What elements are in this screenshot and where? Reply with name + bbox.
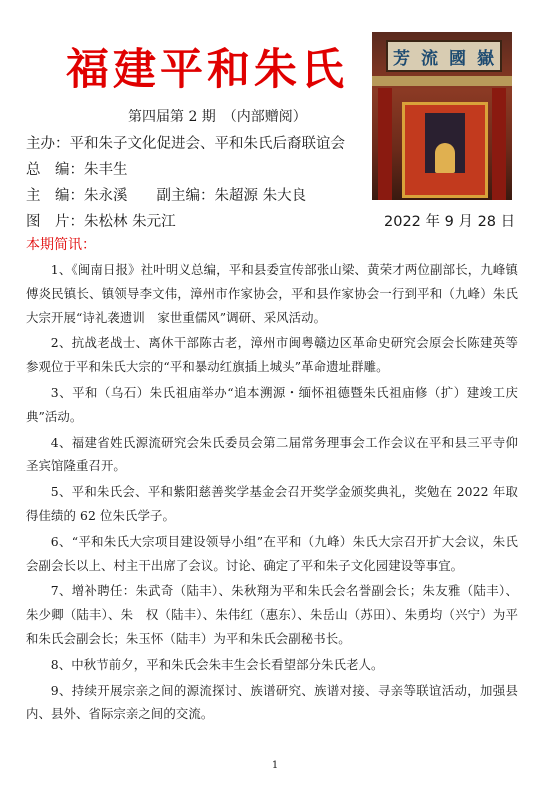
plaque-char: 嶽 [477,48,495,69]
shrine [402,102,488,198]
page-number: 1 [271,760,279,771]
newsletter-title: 福建平和朱氏 [66,45,348,95]
news-item: 4、福建省姓氏源流研究会朱氏委员会第二届常务理事会工作会议在平和县三平寺仰圣宾馆隆重召开。 [26,434,518,474]
publish-date: 2022 年 9 月 28 日 [384,214,516,230]
sponsor-line: 主办：平和朱子文化促进会、平和朱氏后裔联谊会 [26,136,345,152]
issue-info: 第四届第 2 期 （内部赠阅） [128,109,307,125]
plaque-char: 芳 [393,48,411,69]
plaque-char: 國 [449,48,467,69]
news-item: 7、增补聘任：朱武奇（陆丰）、朱秋翔为平和朱氏会名誉副会长；朱友雅（陆丰）、朱少卿（陆丰）、朱 权（陆丰）、朱伟红（惠东）、朱岳山（苏田）、朱勇均（兴宁）为平和朱氏会副会长；朱玉怀（陆丰）为平和朱氏会副秘书长。 [26,583,518,646]
editor-line: 主 编：朱永溪 副主编：朱超源 朱大良 [26,188,307,204]
news-item: 5、平和朱氏会、平和紫阳慈善奖学基金会召开奖学金颁奖典礼，奖勉在 2022 年取得佳绩的 62 位朱氏学子。 [26,484,518,523]
chief-editor-line: 总 编：朱丰生 [26,162,128,178]
ancestral-hall-photo [372,32,512,200]
hall-plaque [386,40,502,72]
news-item: 6、“平和朱氏大宗项目建设领导小组”在平和（九峰）朱氏大宗召开扩大会议，朱氏会副会长以上、村主干出席了会议。讨论、确定了平和朱子文化园建设等事宜。 [26,533,518,573]
news-item: 9、持续开展宗亲之间的源流探讨、族谱研究、族谱对接、寻亲等联谊活动，加强县内、县外、省际宗亲之间的交流。 [26,682,518,722]
section-heading: 本期简讯： [26,237,96,253]
news-item: 3、平和（乌石）朱氏祖庙举办“追本溯源・缅怀祖德暨朱氏祖庙修（扩）建竣工庆典”活动。 [26,384,518,424]
news-item: 1、《闽南日报》社叶明义总编，平和县委宣传部张山梁、黄荣才两位副部长，九峰镇傅炎民镇长、镇领导李文伟，漳州市作家协会，平和县作家协会一行到平和（九峰）朱氏大宗开展“诗礼袭遗训 家世重儒风”调研、采风活动。 [26,262,518,325]
photo-credit-line: 图 片：朱松林 朱元江 [26,214,176,230]
news-item: 2、抗战老战士、离休干部陈古老，漳州市闽粤赣边区革命史研究会原会长陈建英等参观位于平和朱氏大宗的“平和暴动红旗插上城头”革命遗址群雕。 [26,335,518,375]
news-brief-list [26,258,518,728]
news-item: 8、中秋节前夕，平和朱氏会朱丰生会长看望部分朱氏老人。 [50,656,384,672]
plaque-char: 流 [421,48,439,69]
statue [435,143,455,173]
